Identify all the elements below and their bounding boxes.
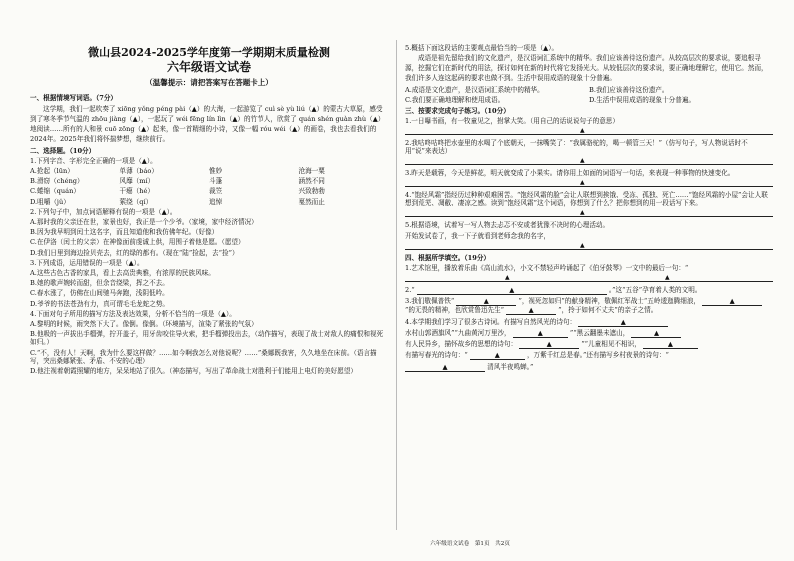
answer-blank [702, 297, 762, 306]
question-5: 5.概括下面这段话的主要观点最恰当的一项是（▲）。 [405, 44, 559, 52]
option-cell: 单薄（báo） [119, 166, 158, 175]
section-2-heading: 二、选择题。（10分） [30, 146, 96, 155]
triangle-icon: ▲ [653, 328, 660, 337]
question-2-option-d: D.我们日里到海边捡贝壳去，红的绿的都有。（现在“陆”捡起，去“捡”） [30, 248, 239, 257]
fill-task-3-tail: ”，拎于如何不丈夫”的亲子之情。 [558, 306, 658, 315]
page-footer: 六年级语文试卷 第1页 共2页 [430, 541, 510, 547]
question-2-option-c: C.在伊洛（闰土的父亲）在神像面前虔诚上供，用围子着他是愿。（愿望） [30, 238, 245, 247]
question-1-option-row [30, 177, 388, 185]
answer-blank [506, 306, 556, 315]
exam-title: 微山县2024-2025学年度第一学期期末质量检测 [88, 46, 330, 59]
triangle-icon: ▲ [546, 340, 552, 349]
option-cell: C.蜷缩（quán） [30, 187, 80, 196]
question-3-option-c: C.春水涨了，仿佛在山间驰马奔跑，浅阴低吟。 [30, 289, 169, 298]
fill-task-4 [405, 318, 773, 327]
fill-task-4-text: 清风半夜鸣蝉。” [487, 362, 534, 371]
option-cell: 斗蓬 [209, 177, 223, 186]
question-5-passage: 成语是祖先留给我们的文化遗产，是汉语词汇系统中的精华。我们应该善待这份遗产。从较高层次的要求说，要追根寻源，挖掘它们在新时代的用法，探讨如何在新的时代将它发扬光大。从较低层次的要求说，要正确地理解它，使用它。然而，我们许多人连这起码的要求也做不到。生活中误用成语的现象十分普遍。 [405, 54, 768, 82]
fill-task-4-line-5 [405, 363, 773, 372]
question-4: 4.下面对句子所用的描写方法及表达效果，分析不恰当的一项是（▲）。 [30, 309, 236, 318]
fill-task-3 [405, 297, 773, 315]
question-4-option-d: D.他注视着朝霞照耀的地方，呆呆地站了很久。（神态描写，写出了革命战士对胜利于们能用上电灯的美好愿望） [30, 366, 357, 375]
exam-subtitle: 六年级语文试卷 [166, 60, 251, 74]
question-1: 1.下列字音、字形完全正确的一项是（▲）。 [30, 156, 157, 165]
exam-tip: （温馨提示：请把答案写在答题卡上） [145, 78, 273, 87]
triangle-icon: ▲ [580, 209, 585, 217]
question-1-option-row [30, 198, 388, 206]
fill-task-2 [405, 286, 773, 295]
sentence-task-3: 3.昨天是载蓉，今天是鲜花，明天就变成了小果实。请你用上如面的词语写一句话，来表现一种事物的快速变化。 [405, 169, 735, 178]
answer-blank [643, 340, 698, 349]
triangle-icon: ▲ [580, 157, 585, 165]
question-4-option-a: A.黎明的时候，雨突然下大了。像倒。像倒。（环境描写，渲染了紧张的气氛） [30, 320, 258, 329]
question-5-option-b: B.我们应该善待这份遗产。 [589, 86, 669, 95]
fill-task-4-text: ”“黑云翻墨未遮山， [569, 328, 630, 337]
answer-blank [470, 351, 525, 360]
option-cell: 裁笠 [209, 187, 223, 196]
answer-blank [513, 329, 568, 338]
option-cell: 涵然不同 [298, 177, 325, 186]
section-4-heading: 四、根据所学填空。（19分） [405, 253, 491, 262]
sentence-task-1: 1.一日曝书画，有一牧童见之，拊掌大笑。（用自己的话说说句子的意思） [405, 116, 619, 125]
triangle-icon: ▲ [483, 297, 489, 306]
triangle-icon: ▲ [505, 274, 510, 282]
triangle-icon: ▲ [580, 179, 585, 187]
fill-task-1: 1.艺术馆里，播放着乐曲《高山流水》，小文不禁轻声吟诵起了《伯牙鼓琴》一文中的最后一句：“ [405, 263, 689, 272]
sentence-task-5-prompt: 开始发试卷了，我一下子就看到老师念我的名字， [405, 231, 551, 240]
triangle-icon: ▲ [620, 317, 626, 326]
answer-blank [519, 340, 579, 349]
left-column [30, 92, 388, 377]
option-cell: 兴致勃勃 [298, 187, 325, 196]
fill-task-3-mid2: ”的无畏的精神，也欣赏鲁迅先生“ [405, 306, 505, 315]
question-3-option-b: B.她的歌声婉转而甜，但余音绕梁，挥之不去。 [30, 279, 169, 288]
triangle-icon: ▲ [442, 362, 448, 371]
answer-blank [631, 329, 681, 338]
question-2-option-a: A.那时我的父亲还在世，家景也好，我正是一个少爷。（家境，家中经济情况） [30, 217, 258, 226]
option-cell: A.抢起（lūn） [30, 166, 74, 175]
sentence-task-5: 5.根据语境，试着写一写人物去忐忑不安或者犹豫不决时的心理活动。 [405, 221, 610, 230]
section-3-heading: 三、按要求完成句子练习。（10分） [405, 106, 510, 115]
triangle-icon: ▲ [537, 328, 543, 337]
question-5-option-row [405, 86, 773, 94]
question-5-option-d: D.生活中误用成语的现象十分普遍。 [589, 96, 696, 105]
option-cell: D.咀嚼（jǔ） [30, 197, 70, 206]
column-divider [396, 40, 397, 530]
question-3-option-a: A.这些古色古香的家具，看上去高贵典雅，有浓厚的民族风味。 [30, 269, 215, 278]
triangle-icon: ▲ [528, 306, 534, 315]
question-4-option-c: C.“不，没有人！天啊，我为什么要这样做？……如今啊我怎么对他说呢？……”桑娜既我害，久久地坐在床前。（语言描写，突出桑娜紧张、矛盾、不安的心理） [30, 348, 377, 365]
question-3-option-d: D.爷爷的书法苍劲有力，真可谓毛毛龙蛇之势。 [30, 299, 170, 308]
right-column [405, 44, 773, 374]
triangle-icon: ▲ [509, 286, 515, 295]
triangle-icon: ▲ [667, 340, 673, 349]
answer-line [405, 209, 773, 217]
answer-blank [417, 286, 607, 295]
fill-task-4-line-2 [405, 329, 773, 338]
answer-line [405, 242, 773, 250]
triangle-icon: ▲ [580, 126, 585, 134]
triangle-icon: ▲ [665, 274, 670, 282]
fill-task-4-text: 有描写春光的诗句：“ [405, 351, 468, 360]
section-1-heading: 一、根据情境写词语。（7分） [30, 93, 118, 102]
triangle-icon: ▲ [580, 241, 585, 249]
fill-task-3-lead: 3.我们敬佩普铁“ [405, 297, 455, 306]
section-1-passage: 这学期，我们一起吹奏了 xiōng yǒng péng pài（▲）的大海，一起游览了 cuì sè yù liú（▲）的蒙古大草原，感受到了寒冬季节气温的 zhōu jiàng（▲），一起玩了 wéi fēng lín lìn（▲）的竹节人，欣赏了 quán shén guàn zhù（▲）地阅读……所有的人和景 cuō zōng（▲）起来，像一首精细的小诗，又像一幅 róu wéi（▲）的画卷，我也去看我们的2024年。2025年我们将怀揣梦想，继续前行。 [30, 104, 385, 144]
fill-task-4-text: 水村山郭酒旗风”“九曲黄河万里沙， [405, 328, 511, 337]
question-1-option-row [30, 167, 388, 175]
question-5-option-c: C.我们要正确地理解和使用成语。 [405, 96, 505, 105]
fill-task-4-text: 有人民异乡，描怀故乡的思想的诗句： [405, 340, 518, 349]
fill-task-4-text: ，万紫千红总是春。”还有描写乡村夜景的诗句：“ [526, 351, 669, 360]
fill-task-4-line-4 [405, 351, 773, 360]
fill-task-2-lead: 2.“ [405, 286, 415, 295]
triangle-icon: ▲ [729, 297, 735, 306]
option-cell: 惟妙 [209, 166, 223, 175]
answer-line [405, 274, 773, 282]
option-cell: B.滑窃（chéng） [30, 177, 84, 186]
sentence-task-2: 2.我咕咚咕咚把水壶里的水喝了个底朝天，一抹嘴笑了：“我属骆驼的，喝一顿管三天！”（仿写句子，写人物说话时不用“说”来表达） [405, 138, 748, 155]
sentence-task-4: 4.“饱经风霜”指经历过种种艰难困苦。“饱经风霜的脸”会让人联想到挨饿、受冻、孤独、死亡……“饱经风霜的小屋”会让人联想到荒芜、凋敝、凄凉之感。读到“饱经风霜”这个词语，你想到了什么？把你想到的用一段话写下来。 [405, 191, 768, 208]
answer-blank [578, 318, 668, 327]
option-cell: 萦绕（qí） [119, 197, 153, 206]
question-5-option-row [405, 96, 773, 104]
option-cell: 沧海一粟 [298, 166, 325, 175]
question-4-option-b: B.他吸的一声拔出手榴弹，拧开盖子，用牙齿咬住导火索，把手榴弹投出去，（动作描写，表现了战士对敌人的痛恨和视死如归。） [30, 330, 384, 347]
answer-line [405, 127, 773, 135]
answer-line [405, 157, 773, 165]
answer-line [405, 179, 773, 187]
fill-task-3-mid: ”，视死忽如归”的献身精神，敬佩红军战士“五岭逶迤腾细浪， [518, 297, 701, 306]
option-cell: 风靡（mí） [119, 177, 155, 186]
fill-task-4-text: ”“儿童相见不相识， [581, 340, 641, 349]
option-cell: 干瘪（hé） [119, 187, 155, 196]
fill-task-4-lead: 4.本学期我们学习了很多古诗词。有描写自然风光的诗句： [405, 317, 577, 326]
question-3: 3.下列成语，运用错误的一项是（▲）。 [30, 258, 144, 267]
option-cell: 追悼 [209, 197, 223, 206]
question-5-option-a: A.成语是文化遗产，是汉语词汇系统中的精华。 [405, 86, 544, 95]
question-1-option-row [30, 187, 388, 195]
fill-task-4-line-3 [405, 340, 773, 349]
triangle-icon: ▲ [494, 351, 500, 360]
question-2: 2.下列句子中，加点词语解释有误的一项是（▲）。 [30, 207, 177, 216]
fill-task-2-tail: 。”这“五谷”孕育着人类的文明。 [608, 286, 702, 295]
answer-blank [405, 363, 485, 372]
question-2-option-b: B.因为我早明到闰土这名字，而且知道他和我仿佛年纪。（好像） [30, 228, 219, 237]
option-cell: 戛然而止 [298, 197, 325, 206]
